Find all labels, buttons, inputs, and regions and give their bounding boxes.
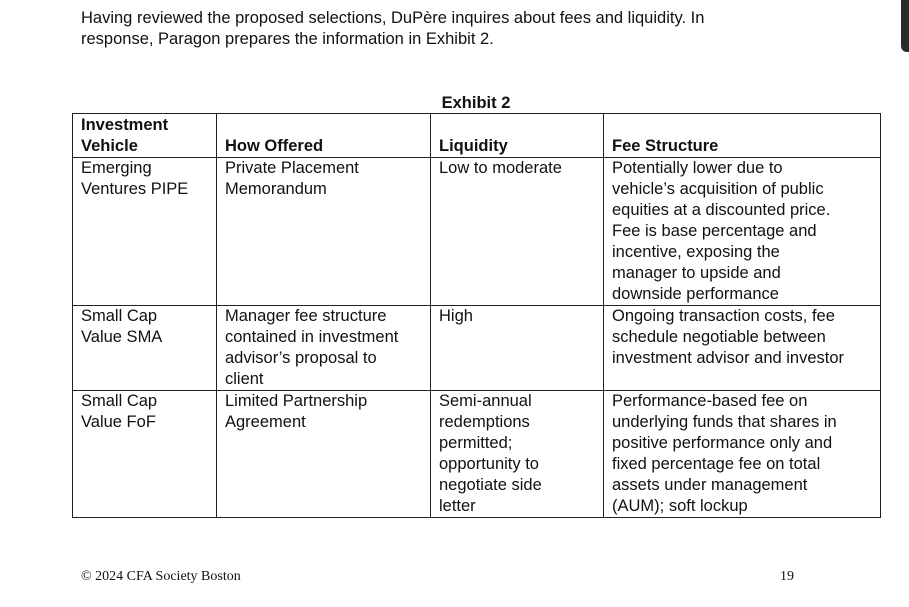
header-fee-structure: Fee Structure — [604, 114, 881, 158]
header-how-offered: How Offered — [217, 114, 431, 158]
cell-line: vehicle’s acquisition of public — [612, 180, 824, 198]
table-row — [73, 391, 881, 518]
cell-line: incentive, exposing the — [612, 243, 780, 261]
intro-line-1: Having reviewed the proposed selections, DuPère inquires about fees and liquidity. In — [81, 9, 705, 27]
cell-line: advisor’s proposal to — [225, 349, 377, 367]
cell-line: underlying funds that shares in — [612, 413, 837, 431]
cell-liquidity — [431, 158, 604, 306]
cell-line: High — [439, 307, 473, 325]
cell-line: Private Placement — [225, 159, 359, 177]
cell-line: Low to moderate — [439, 159, 562, 177]
cell-line: downside performance — [612, 285, 779, 303]
header-vehicle-line-1: Investment — [81, 116, 169, 134]
page-number: 19 — [780, 569, 794, 584]
cell-line: schedule negotiable between — [612, 328, 826, 346]
cell-line: investment advisor and investor — [612, 349, 845, 367]
cell-how-offered — [217, 391, 431, 518]
cell-line: client — [225, 370, 264, 388]
cell-line: Memorandum — [225, 180, 327, 198]
cell-vehicle — [73, 158, 217, 306]
table-row — [73, 306, 881, 391]
cell-line: Semi-annual — [439, 392, 532, 410]
cell-line: Ongoing transaction costs, fee — [612, 307, 835, 325]
cell-line: redemptions — [439, 413, 530, 431]
cell-line: Small Cap — [81, 307, 158, 325]
cell-line: Fee is base percentage and — [612, 222, 817, 240]
cell-line: Small Cap — [81, 392, 158, 410]
cell-line: fixed percentage fee on total — [612, 455, 821, 473]
cell-line: positive performance only and — [612, 434, 833, 452]
footer-copyright: © 2024 CFA Society Boston — [81, 569, 241, 584]
cell-line: letter — [439, 497, 476, 515]
cell-line: Manager fee structure — [225, 307, 387, 325]
cell-line: Performance-based fee on — [612, 392, 808, 410]
cell-line: Value SMA — [81, 328, 163, 346]
header-vehicle-line-2: Vehicle — [81, 137, 138, 155]
exhibit-table — [72, 113, 881, 518]
cell-fee-structure — [604, 158, 881, 306]
cell-line: assets under management — [612, 476, 808, 494]
cell-line: equities at a discounted price. — [612, 201, 831, 219]
cell-liquidity — [431, 391, 604, 518]
cell-line: Emerging — [81, 159, 152, 177]
header-liquidity: Liquidity — [431, 114, 604, 158]
table-body — [73, 158, 881, 518]
cell-line: negotiate side — [439, 476, 542, 494]
header-investment-vehicle — [73, 114, 217, 158]
cell-vehicle — [73, 391, 217, 518]
intro-line-2: response, Paragon prepares the information in Exhibit 2. — [81, 30, 494, 48]
cell-vehicle — [73, 306, 217, 391]
cell-line: manager to upside and — [612, 264, 781, 282]
window-edge-scrollbar[interactable] — [901, 0, 909, 52]
table-header-row — [73, 114, 881, 158]
cell-line: Ventures PIPE — [81, 180, 189, 198]
cell-line: permitted; — [439, 434, 513, 452]
cell-line: Limited Partnership — [225, 392, 368, 410]
cell-how-offered — [217, 306, 431, 391]
cell-line: opportunity to — [439, 455, 539, 473]
cell-line: contained in investment — [225, 328, 399, 346]
cell-fee-structure — [604, 306, 881, 391]
cell-line: Potentially lower due to — [612, 159, 783, 177]
cell-line: Value FoF — [81, 413, 156, 431]
table-row — [73, 158, 881, 306]
cell-liquidity — [431, 306, 604, 391]
cell-line: Agreement — [225, 413, 306, 431]
intro-paragraph — [81, 8, 801, 50]
cell-how-offered — [217, 158, 431, 306]
exhibit-title: Exhibit 2 — [441, 94, 511, 112]
cell-fee-structure — [604, 391, 881, 518]
cell-line: (AUM); soft lockup — [612, 497, 748, 515]
